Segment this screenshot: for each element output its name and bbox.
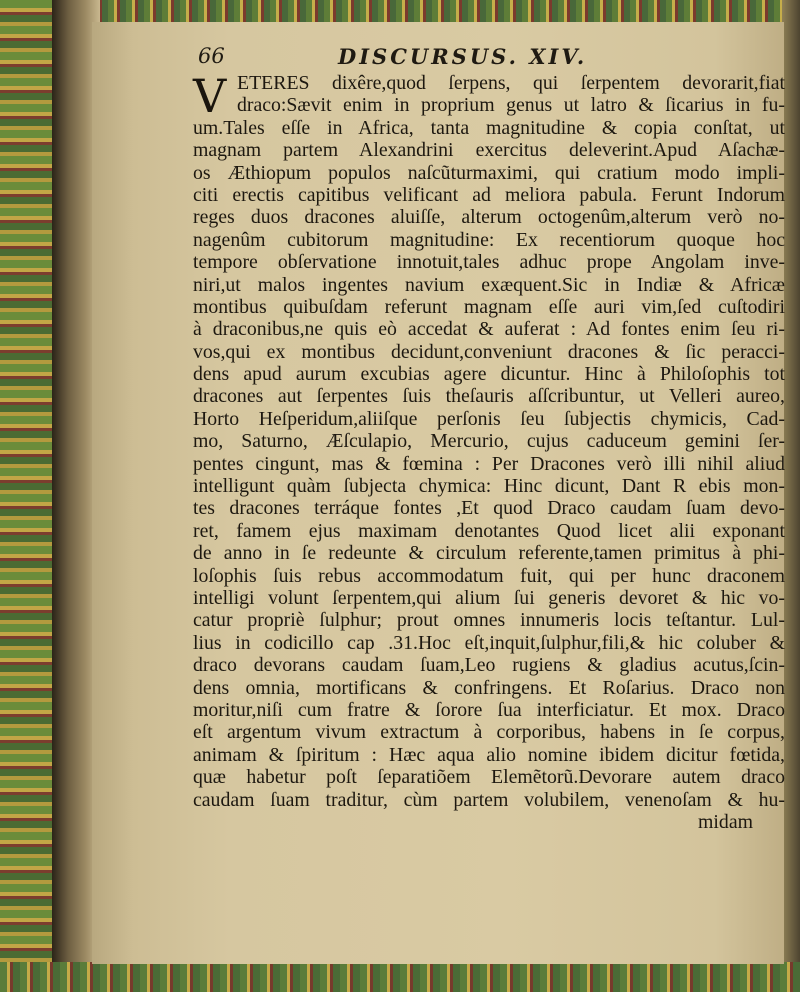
text-line: de anno in ſe redeunte & circulum referente,tamen primitus à phi- (193, 542, 785, 565)
left-gilt-edge (0, 0, 52, 992)
text-line: dracones aut ſerpentes ſuis theſauris aſſcribuntur, ut Velleri aureo, (193, 385, 785, 408)
running-title: DISCURSUS. XIV. (338, 44, 588, 69)
text-line: pentes cingunt, mas & fœmina : Per Dracones verò illi nihil aliud (193, 452, 785, 475)
text-line: vos,qui ex montibus decidunt,conveniunt dracones & ſic peracci- (193, 340, 785, 363)
text-line: quæ habetur poſt ſeparatiõem Elemẽtorũ.Devorare autem draco (193, 766, 785, 789)
drop-cap: V (193, 69, 227, 123)
text-line: draco:Sævit enim in proprium genus ut latro & ſicarius in fu- (237, 94, 785, 117)
body-text (193, 69, 785, 833)
text-line: montibus quibuſdam referunt magnam eſſe auri vim,ſed cuſtodiri (193, 295, 785, 318)
text-line: intelligunt quàm ſubjecta chymica: Hinc dicunt, Dant R ebis mon- (193, 475, 785, 498)
text-line: à draconibus,ne quis eò accedat & auferat : Ad fontes enim ſeu ri- (193, 318, 785, 341)
text-line: mo, Saturno, Æſculapio, Mercurio, cujus caduceum gemini ſer- (193, 430, 785, 453)
text-line: tempore obſervatione innotuit,tales adhuc prope Angolam inve- (193, 251, 785, 274)
text-line: midam (698, 810, 753, 833)
text-line: os Æthiopum populos naſcũturmaximi, qui cratium modo impli- (193, 161, 785, 184)
text-line: dens omnia, mortificans & confringens. Et Roſarius. Draco non (193, 676, 785, 699)
text-line: tes dracones terráque fontes ,Et quod Draco caudam ſuam devo- (193, 497, 785, 520)
text-line: animam & ſpiritum : Hæc aqua alio nomine ibidem dicitur fœtida, (193, 743, 785, 766)
text-line: um.Tales eſſe in Africa, tanta magnitudine & copia conſtat, ut (193, 116, 785, 139)
text-line: niri,ut malos ingentes navium exæquent.Sic in Indiæ & Africæ (193, 273, 785, 296)
text-line: catur propriè ſulphur; prout omnes innumeris locis teſtantur. Lul- (193, 609, 785, 632)
text-line: eſt argentum vivum extractum à corporibus, habens in ſe corpus, (193, 721, 785, 744)
text-line: loſophis ſuis rebus accommodatum fuit, qui per hunc draconem (193, 564, 785, 587)
text-line: ret, famem ejus maximam denotantes Quod licet alii exponant (193, 519, 785, 542)
text-line: ETERES dixêre,quod ſerpens, qui ſerpentem devorarit,fiat (237, 72, 785, 94)
text-line: magnam partem Alexandrini exercitus deleverint.Apud Aſachæ- (193, 139, 785, 162)
text-line: dens apud aurum excubias agere dicuntur. Hinc à Philoſophis tot (193, 363, 785, 386)
text-line: moritur,niſi cum fratre & ſorore ſua interficiatur. Et mox. Draco (193, 698, 785, 721)
page-number: 66 (198, 44, 225, 68)
text-line: Horto Heſperidum,aliiſque perſonis ſeu ſubjectis chymicis, Cad- (193, 407, 785, 430)
text-line: draco devorans caudam ſuam,Leo rugiens & gladius acutus,ſcin- (193, 654, 785, 677)
text-line: reges duos dracones aluiſſe, alterum octogenûm,alterum verò no- (193, 206, 785, 229)
text-line: intelligi volunt ſerpentem,qui alium ſui generis devoret & hic vo- (193, 586, 785, 609)
text-lines (193, 69, 785, 833)
text-line: lius in codicillo cap .31.Hoc eſt,inquit,ſulphur,fili,& hic coluber & (193, 631, 785, 654)
top-gilt-edge (0, 0, 800, 22)
bottom-gilt-edge (0, 962, 800, 992)
text-line: citi erectis capitibus velificant ad meliora pabula. Ferunt Indorum (193, 183, 785, 206)
text-line: nagenûm cubitorum magnitudine: Ex recentiorum quoque hoc (193, 228, 785, 251)
running-head (198, 44, 668, 74)
text-line: caudam ſuam traditur, cùm partem volubilem, venenoſam & hu- (193, 788, 785, 811)
